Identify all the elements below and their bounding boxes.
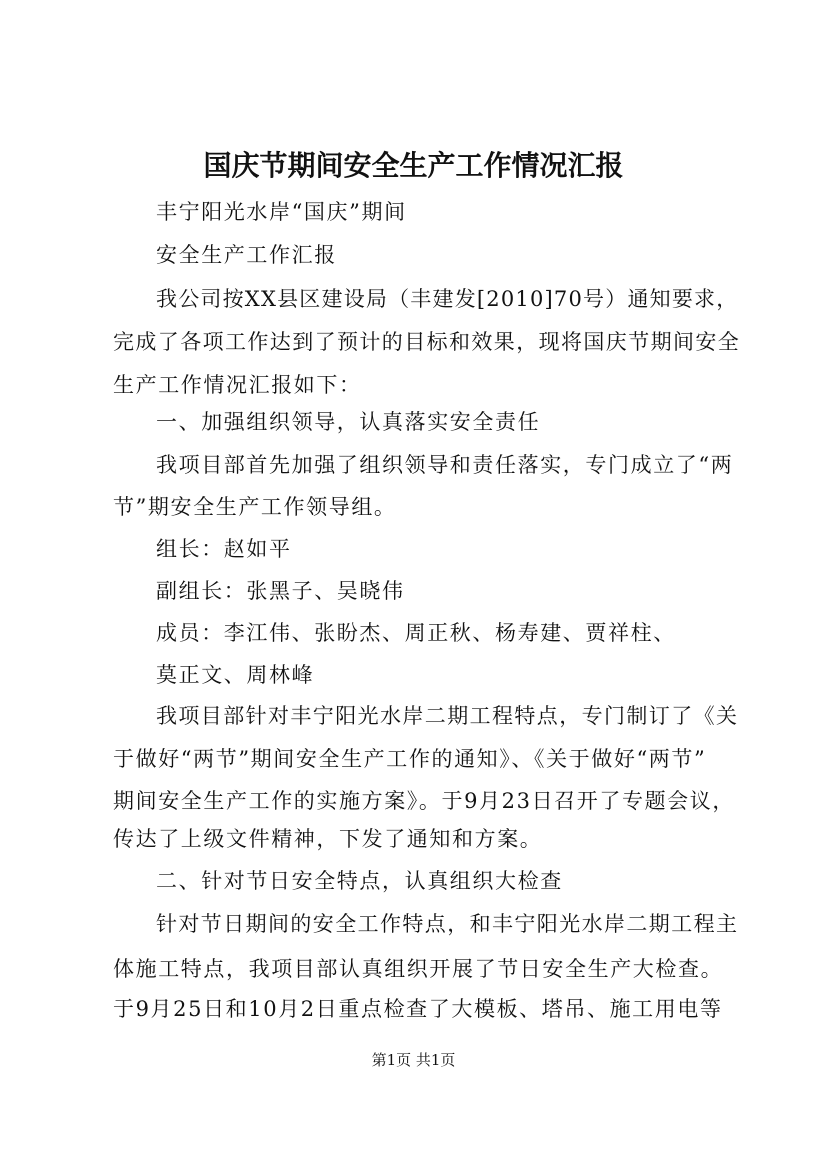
text-line: 组长：赵如平 (156, 537, 292, 561)
section-heading: 一、加强组织领导，认真落实安全责任 (156, 410, 541, 434)
document-title: 国庆节期间安全生产工作情况汇报 (203, 149, 624, 182)
text-line: 我项目部首先加强了组织领导和责任落实，专门成立了“两 (156, 453, 734, 477)
text-line: 副组长：张黑子、吴晓伟 (156, 579, 405, 603)
text-line: 我公司按XX县区建设局（丰建发[2010]70号）通知要求， (156, 287, 739, 311)
text-line: 针对节日期间的安全工作特点，和丰宁阳光水岸二期工程主 (156, 912, 739, 936)
text-line: 传达了上级文件精神，下发了通知和方案。 (113, 827, 543, 851)
text-line: 成员：李江伟、张盼杰、周正秋、杨寿建、贾祥柱、 (156, 621, 676, 645)
page-footer: 第1页 共1页 (371, 1051, 456, 1069)
text-line: 体施工特点，我项目部认真组织开展了节日安全生产大检查。 (113, 957, 724, 981)
text-line: 丰宁阳光水岸“国庆”期间 (156, 200, 407, 224)
text-line: 于9月25日和10月2日重点检查了大模板、塔吊、施工用电等 (113, 997, 723, 1021)
text-line: 安全生产工作汇报 (156, 243, 337, 267)
text-line: 我项目部针对丰宁阳光水岸二期工程特点，专门制订了《关 (156, 704, 739, 728)
text-line: 期间安全生产工作的实施方案》。于9月23日召开了专题会议， (113, 789, 735, 813)
text-line: 于做好“两节”期间安全生产工作的通知》、《关于做好“两节” (113, 747, 707, 771)
section-heading: 二、针对节日安全特点，认真组织大检查 (156, 869, 563, 893)
text-line: 莫正文、周林峰 (156, 663, 315, 687)
text-line: 完成了各项工作达到了预计的目标和效果，现将国庆节期间安全 (113, 330, 741, 354)
text-line: 生产工作情况汇报如下： (113, 373, 362, 397)
text-line: 节”期安全生产工作领导组。 (113, 495, 397, 519)
